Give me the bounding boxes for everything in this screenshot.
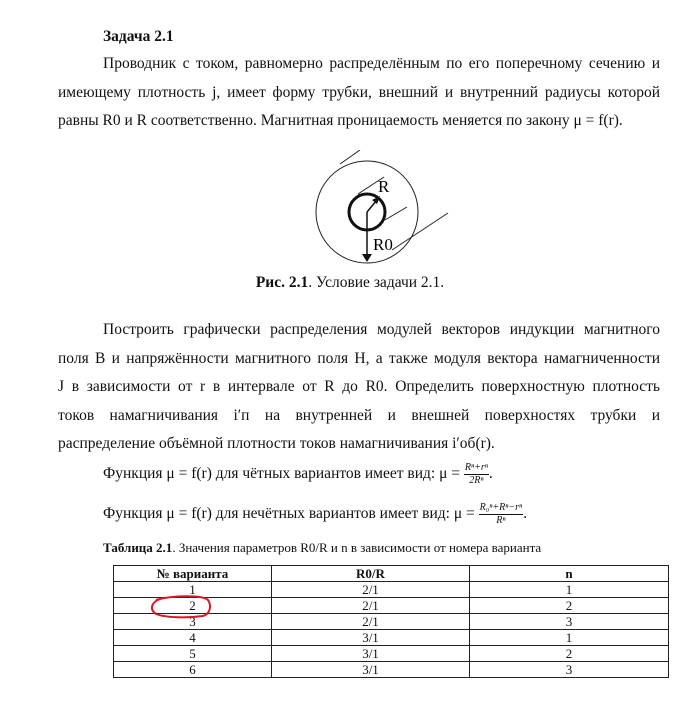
table-row (114, 646, 669, 662)
text-line: J в зависимости от r в интервале от R до R0. Определить поверхностную плотность (58, 378, 660, 395)
figure-caption (0, 274, 700, 292)
numerator: Rⁿ+rⁿ (464, 462, 488, 473)
cell: 2/1 (272, 582, 470, 598)
cell: 3 (470, 662, 669, 678)
formula-odd-fraction (479, 502, 524, 527)
cell: 2 (114, 598, 272, 614)
cell: 3 (114, 614, 272, 630)
cell: 2 (470, 598, 669, 614)
table-row (114, 662, 669, 678)
formula-odd-text: Функция μ = f(r) для нечётных вариантов имеет вид: μ = (103, 505, 475, 523)
figure-caption-label: Рис. 2.1 (255, 274, 309, 291)
header-n: n (470, 566, 669, 582)
table-header-row (114, 566, 669, 582)
table-caption-label: Таблица 2.1 (103, 540, 173, 555)
red-highlight-circle (148, 594, 216, 620)
text-line: имеющему плотность j, имеет форму трубки, внешний и внутренний радиусы которой (58, 83, 660, 101)
cell: 3/1 (272, 662, 470, 678)
cell: 2 (470, 646, 669, 662)
task-title: Задача 2.1 (103, 28, 174, 45)
text-line: распределение объёмной плотности токов намагничивания i′об(r). (58, 435, 495, 452)
text-line: токов намагничивания i′п на внутренней и внешней поверхностях трубки и (58, 406, 660, 424)
radius-r0-label: R0 (373, 235, 393, 254)
denominator: Rⁿ (496, 515, 506, 526)
cell: 1 (470, 630, 669, 646)
cell: 2/1 (272, 598, 470, 614)
cell: 3/1 (272, 646, 470, 662)
assignment-text (58, 316, 660, 459)
cell: 3/1 (272, 630, 470, 646)
denominator: 2Rⁿ (469, 475, 484, 486)
cell: 3 (470, 614, 669, 630)
text-line: Построить графически распределения модулей векторов индукции магнитного (103, 321, 660, 338)
figure-caption-text: . Условие задачи 2.1. (308, 274, 445, 291)
text-line: равны R0 и R соответственно. Магнитная проницаемость меняется по закону μ = f(r). (58, 112, 623, 129)
formula-odd: Функция μ = f(r) для нечётных вариантов имеет вид: μ = $\frac{\text{R₀ⁿ+Rⁿ−rⁿ}}{\text{Rⁿ}}$ . (103, 502, 528, 526)
tube-diagram (300, 150, 450, 270)
radius-r-label: R (378, 177, 390, 196)
cell: 1 (114, 582, 272, 598)
cell: 4 (114, 630, 272, 646)
cell: 5 (114, 646, 272, 662)
header-r0-r: R0/R (272, 566, 470, 582)
cell: 6 (114, 662, 272, 678)
formula-even: Функция μ = f(r) для чётных вариантов имеет вид: μ = $\frac{\text{Rⁿ+rⁿ}}{\text{2Rⁿ}}$ . (103, 462, 493, 486)
text-line: поля B и напряжённости магнитного поля H, а также модуля вектора намагниченности (58, 349, 660, 367)
table-caption (103, 540, 541, 556)
problem-statement (58, 50, 660, 136)
cell: 2/1 (272, 614, 470, 630)
formula-even-fraction (464, 462, 489, 487)
header-variant: № варианта (114, 566, 272, 582)
formula-even-text: Функция μ = f(r) для чётных вариантов имеет вид: μ = (103, 465, 460, 483)
variants-table (113, 565, 669, 678)
table-row (114, 630, 669, 646)
cell: 1 (470, 582, 669, 598)
text-line: Проводник с током, равномерно распределённым по его поперечному сечению и (103, 55, 660, 72)
table-caption-text: . Значения параметров R0/R и n в зависимости от номера варианта (172, 540, 542, 555)
numerator: R₀ⁿ+Rⁿ−rⁿ (479, 502, 523, 513)
